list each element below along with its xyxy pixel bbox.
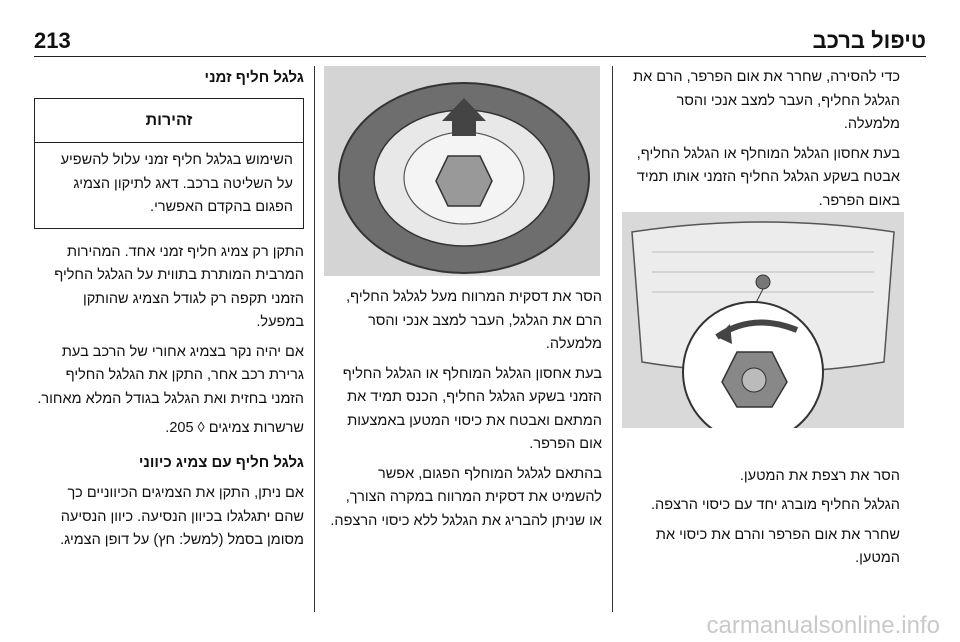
left-paragraph-4: אם ניתן, התקן את הצמיגים הכיווניים כך שהם יתגלגלו בכיוון הנסיעה. כיוון הנסיעה מסומן בסמל (למשל: חץ) על דופן הצמיג. — [60, 485, 304, 548]
warning-box — [34, 98, 304, 229]
warning-text: השימוש בגלגל חליף זמני עלול להשפיע על השליטה ברכב. דאג לתיקון הצמיג הפגום בהקדם האפשרי. — [60, 152, 293, 215]
trunk-floor-drawing — [622, 212, 904, 428]
column-divider-left — [314, 66, 315, 612]
right-paragraph-5: שחרר את אום הפרפר והרם את כיסוי את המטען. — [655, 526, 900, 566]
spare-wheel-drawing — [324, 66, 600, 276]
left-paragraph-1: התקן רק צמיג חליף זמני אחד. המהירות המרבית המותרת בתווית על הגלגל החליף הזמני תקפה רק לגודל הצמיג שהותקן במפעל. — [54, 243, 304, 330]
left-column — [34, 66, 304, 559]
snow-chains-reference: שרשרות צמיגים ◊ 205. — [165, 420, 304, 436]
right-paragraph-3: הסר את רצפת את המטען. — [739, 467, 900, 484]
middle-paragraph-3: בהתאם לגלגל המוחלף הפגום, אפשר להשמיט את דסקית המרווח במקרה הצורך, או שניתן להבריג את הגלגל ללא כיסוי הרצפה. — [330, 465, 602, 529]
middle-paragraph-1: הסר את דסקית המרווח מעל לגלגל החליף, הרם את הגלגל, העבר למצב אנכי והסר מלמעלה. — [346, 289, 602, 352]
left-paragraph-2: אם יהיה נקר בצמיג אחורי של הרכב בעת גרירת רכב אחר, התקן את הגלגל החליף הזמני בחזית ואת הגלגל בגודל המלא מאחור. — [37, 343, 304, 407]
directional-tire-heading: גלגל חליף עם צמיג כיווני — [138, 453, 304, 471]
page-title: טיפול ברכב — [812, 28, 926, 53]
column-divider-right — [612, 66, 613, 612]
page-header — [34, 22, 926, 57]
right-paragraph-4: הגלגל החליף מוברג יחד עם כיסוי הרצפה. — [651, 497, 900, 513]
right-paragraph-2: בעת אחסון הגלגל המוחלף או הגלגל החליף, אבטח בשקע הגלגל החליף הזמני אותו תמיד באום הפרפר. — [636, 145, 900, 209]
temporary-spare-heading: גלגל חליף זמני — [204, 69, 304, 86]
middle-column — [330, 286, 602, 539]
right-paragraph-1: כדי להסירה, שחרר את אום הפרפר, הרם את הגלגל החליף, העבר למצב אנכי והסר מלמעלה. — [633, 69, 900, 132]
middle-paragraph-2: בעת אחסון הגלגל המוחלף או הגלגל החליף הזמני בשקע הגלגל החליף, הכנס תמיד את המתאם ואבטח את כיסוי המטען באמצעות אום הפרפר. — [342, 365, 602, 452]
trunk-floor-illustration — [622, 212, 904, 428]
watermark-text: carmanualsonline.info — [706, 612, 940, 639]
warning-title: זהירות — [35, 99, 303, 144]
page-number: 213 — [34, 28, 71, 53]
spare-wheel-illustration — [324, 66, 600, 276]
